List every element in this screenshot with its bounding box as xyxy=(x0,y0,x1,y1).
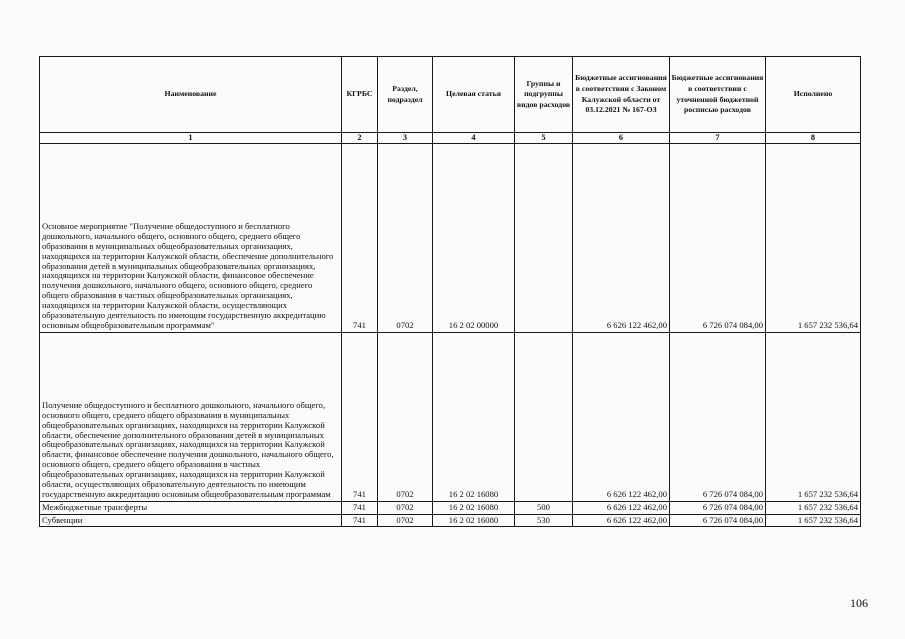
row-target: 16 2 02 16080 xyxy=(433,332,515,501)
row-group xyxy=(515,143,573,332)
row-refined-amount: 6 726 074 084,00 xyxy=(670,501,766,514)
row-section: 0702 xyxy=(378,143,433,332)
row-group: 530 xyxy=(515,514,573,527)
row-refined-amount: 6 726 074 084,00 xyxy=(670,332,766,501)
row-executed-amount: 1 657 232 536,64 xyxy=(766,514,861,527)
header-section: Раздел, подраздел xyxy=(378,57,433,133)
row-group xyxy=(515,332,573,501)
row-executed-amount: 1 657 232 536,64 xyxy=(766,143,861,332)
row-refined-amount: 6 726 074 084,00 xyxy=(670,514,766,527)
column-number: 4 xyxy=(433,133,515,144)
table-row xyxy=(40,514,861,527)
column-number: 6 xyxy=(573,133,670,144)
header-executed: Исполнено xyxy=(766,57,861,133)
row-section: 0702 xyxy=(378,514,433,527)
column-number: 1 xyxy=(40,133,342,144)
row-target: 16 2 02 16080 xyxy=(433,501,515,514)
row-law-amount: 6 626 122 462,00 xyxy=(573,501,670,514)
row-law-amount: 6 626 122 462,00 xyxy=(573,514,670,527)
header-row xyxy=(40,57,861,133)
row-name: Субвенции xyxy=(40,514,342,527)
table-row xyxy=(40,332,861,501)
row-law-amount: 6 626 122 462,00 xyxy=(573,332,670,501)
table-row xyxy=(40,501,861,514)
row-kgrbs: 741 xyxy=(342,501,378,514)
row-section: 0702 xyxy=(378,501,433,514)
column-number: 2 xyxy=(342,133,378,144)
header-name: Наименование xyxy=(40,57,342,133)
row-group: 500 xyxy=(515,501,573,514)
row-executed-amount: 1 657 232 536,64 xyxy=(766,332,861,501)
header-refined-allocations: Бюджетные ассигнования в соответствии с уточненной бюджетной росписью расходов xyxy=(670,57,766,133)
row-section: 0702 xyxy=(378,332,433,501)
row-target: 16 2 02 16080 xyxy=(433,514,515,527)
row-law-amount: 6 626 122 462,00 xyxy=(573,143,670,332)
table-row xyxy=(40,143,861,332)
header-target: Целевая статья xyxy=(433,57,515,133)
column-number: 3 xyxy=(378,133,433,144)
header-expense-group: Группы и подгруппы видов расходов xyxy=(515,57,573,133)
budget-table xyxy=(39,56,861,527)
column-number: 5 xyxy=(515,133,573,144)
row-kgrbs: 741 xyxy=(342,514,378,527)
column-number-row xyxy=(40,133,861,144)
header-kgrbs: КГРБС xyxy=(342,57,378,133)
row-kgrbs: 741 xyxy=(342,143,378,332)
row-name: Межбюджетные трансферты xyxy=(40,501,342,514)
row-kgrbs: 741 xyxy=(342,332,378,501)
header-law-allocations: Бюджетные ассигнования в соответствии с Законом Калужской области от 03.12.2021 № 167-ОЗ xyxy=(573,57,670,133)
row-target: 16 2 02 00000 xyxy=(433,143,515,332)
row-name: Получение общедоступного и бесплатного дошкольного, начального общего, основного общего, среднего общего образования в муниципальных общеобразовательных организациях, находящихся на территории Калужской области, обеспечение дополнительного образования детей в муниципальных общеобразовательных организациях, находящихся на территории Калужской области, финансовое обеспечение получения дошкольного, начального общего, основного общего, среднего общего образования в частных общеобразовательных организациях, находящихся на территории Калужской области, осуществляющих образовательную деятельность по имеющим государственную аккредитацию основным общеобразовательным программам xyxy=(40,332,342,501)
column-number: 8 xyxy=(766,133,861,144)
row-refined-amount: 6 726 074 084,00 xyxy=(670,143,766,332)
row-executed-amount: 1 657 232 536,64 xyxy=(766,501,861,514)
row-name: Основное мероприятие "Получение общедоступного и бесплатного дошкольного, начального общего, основного общего, среднего общего образования в муниципальных общеобразовательных организациях, находящихся на территории Калужской области, обеспечение дополнительного образования детей в муниципальных общеобразовательных организациях, находящихся на территории Калужской области, финансовое обеспечение получения дошкольного, начального общего, основного общего, среднего общего образования в частных общеобразовательных организациях, находящихся на территории Калужской области, осуществляющих образовательную деятельность по имеющим государственную аккредитацию основным общеобразовательным программам" xyxy=(40,143,342,332)
page-number: 106 xyxy=(850,596,868,610)
column-number: 7 xyxy=(670,133,766,144)
